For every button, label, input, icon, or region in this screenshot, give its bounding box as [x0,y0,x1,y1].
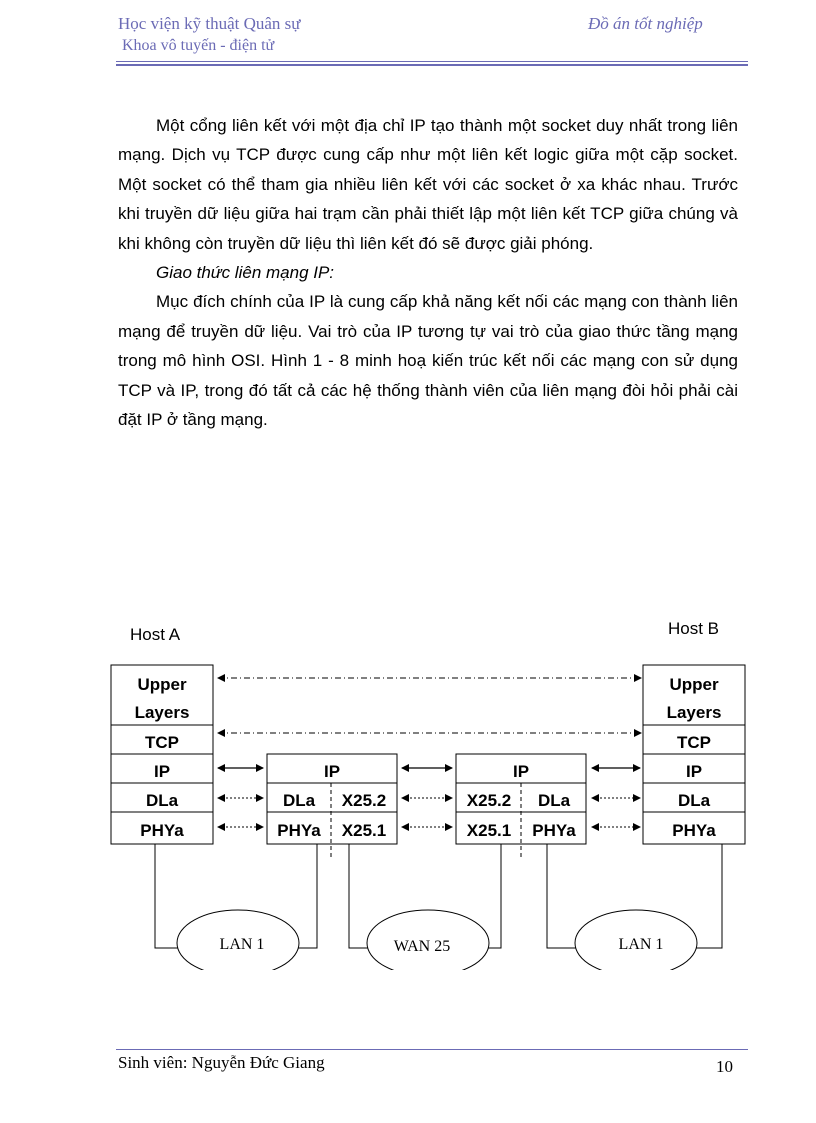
router-1-x251: X25.1 [341,821,387,840]
paragraph-ip: Mục đích chính của IP là cung cấp khả năng kết nối các mạng con thành liên mạng để truyền dữ liệu. Vai trò của IP tương tự vai trò của giao thức tầng mạng trong mô hình OSI. Hình 1 - 8 minh hoạ kiến trúc kết nối các mạng con sử dụng TCP và IP, trong đó tất cả các hệ thống thành viên của liên mạng đòi hỏi phải cài đặt IP ở tầng mạng. [118,292,738,430]
router-2-dla: DLa [537,791,571,810]
header-faculty: Khoa vô tuyến - điện tử [122,37,275,54]
section-heading-ip: Giao thức liên mạng IP: [156,263,335,283]
wan-25-label: WAN 25 [393,938,451,955]
host-b-ip: IP [685,762,703,781]
router-2-ip: IP [512,762,530,781]
host-a-label: Host A [130,625,181,644]
header-institution: Học viện kỹ thuật Quân sự [118,14,301,33]
host-a-dla: DLa [145,791,179,810]
host-b-dla: DLa [677,791,711,810]
footer-student: Sinh viên: Nguyễn Đức Giang [118,1053,325,1072]
router-1-phya: PHYa [277,821,321,840]
router-2-x251: X25.1 [466,821,512,840]
tcp-ip-architecture-diagram [0,600,816,975]
header-rule-thin [116,61,748,62]
peer-arrows-upper-tcp [218,678,641,733]
host-b-upper: Upper [669,675,719,694]
router-1-dla: DLa [282,791,316,810]
header-doc-type: Đồ án tốt nghiệp [588,14,703,33]
host-b-label: Host B [668,619,720,638]
host-a-layers: Layers [134,703,190,722]
router-1-x252: X25.2 [341,791,387,810]
footer-page-number: 10 [716,1057,733,1076]
lan-1-label: LAN 1 [219,936,265,953]
header-rule-thick [116,64,748,66]
host-a-phya: PHYa [140,821,184,840]
host-a-upper: Upper [137,675,187,694]
lan-2-label: LAN 1 [618,936,664,953]
host-b-layers: Layers [666,703,722,722]
router-1-ip: IP [323,762,341,781]
host-b-tcp: TCP [677,733,711,752]
router-2-phya: PHYa [532,821,576,840]
body-text [118,111,738,434]
host-a-tcp: TCP [145,733,179,752]
footer-rule [116,1049,748,1050]
host-a-ip: IP [153,762,171,781]
host-b-phya: PHYa [672,821,716,840]
router-2-x252: X25.2 [466,791,512,810]
paragraph-socket: Một cổng liên kết với một địa chỉ IP tạo thành một socket duy nhất trong liên mạng. Dịch vụ TCP được cung cấp như một liên kết logic giữa một cặp socket. Một socket có thể tham gia nhiều liên kết với các socket ở xa khác nhau. Trước khi truyền dữ liệu giữa hai trạm cần phải thiết lập một liên kết TCP giữa chúng và khi không còn truyền dữ liệu thì liên kết đó sẽ được giải phóng. [118,116,738,253]
